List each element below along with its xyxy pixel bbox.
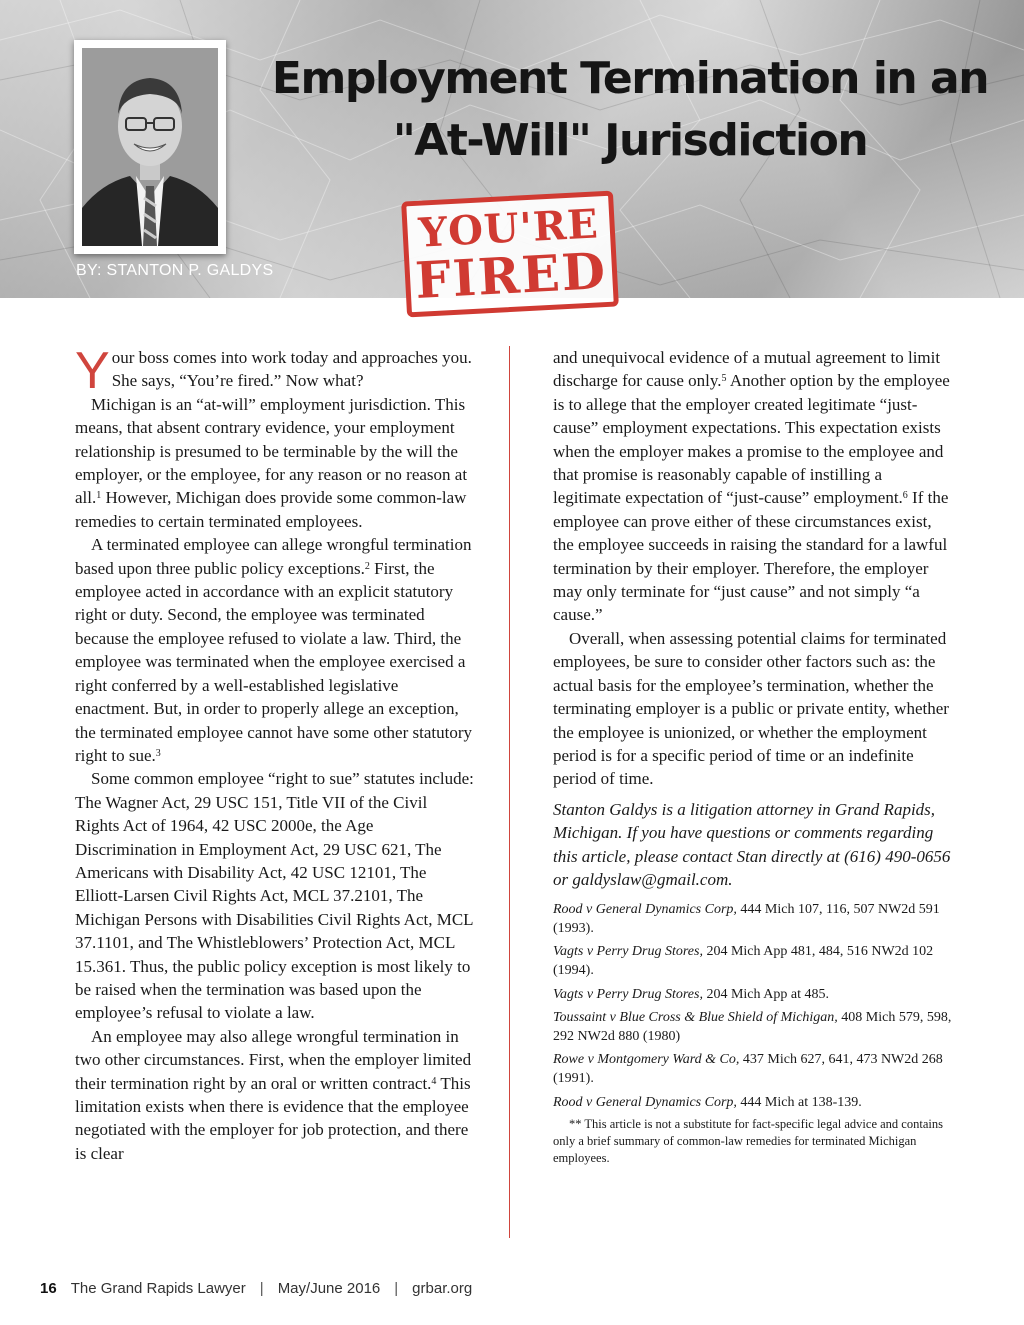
footnote-ref: 6	[902, 490, 908, 502]
paragraph-text: Michigan is an “at-will” employment jurisdiction. This means, that absent contrary evidence, your employment relationship is presumed to be terminable by the will the employer, or the employee, for any reason or no reason at all.	[75, 394, 468, 508]
case-citation: 204 Mich App 481, 484, 516 NW2d 102 (1994).	[553, 944, 934, 979]
footer-separator: |	[394, 1280, 399, 1297]
footnote-ref: 2	[364, 560, 370, 572]
author-photo-frame	[74, 40, 226, 254]
paragraph-text: This limitation exists when there is evidence that the employee negotiated with the employer for job protection, and there is clear	[75, 1073, 471, 1163]
paragraph-text: First, the employee acted in accordance with an explicit statutory right or duty. Second, the employee was terminated because the employee refused to violate a law. Third, the employee was terminated when the employee exercised a right conferred by a well-established legislative enactment. But, in order to properly allege an exception, the terminated employee cannot have some other statutory right to sue.	[75, 558, 473, 765]
paragraph	[553, 346, 953, 627]
footer-separator: |	[259, 1280, 264, 1297]
paragraph-text: Another option by the employee is to allege that the employer created legitimate “just-cause” employment expectations. This expectation exists when the employer makes a promise to the employee and that promise is reasonably capable of instilling a legitimate expectation of “just-cause” employment.	[553, 371, 950, 508]
case-citation: 437 Mich 627, 641, 473 NW2d 268 (1991).	[553, 1052, 943, 1087]
publication-name: The Grand Rapids Lawyer	[70, 1280, 246, 1297]
case-citation: 444 Mich 107, 116, 507 NW2d 591 (1993).	[553, 901, 940, 936]
endnote	[553, 985, 953, 1004]
author-bio: Stanton Galdys is a litigation attorney in Grand Rapids, Michigan. If you have questions or comments regarding this article, please contact Stan directly at (616) 490-0656 or galdyslaw@gmail.com.	[553, 799, 951, 890]
endnote	[553, 1008, 953, 1046]
paragraph-text: If the employee can prove either of these circumstances exist, the employee succeeds in raising the standard for a lawful termination by their employer. Therefore, the employer may only terminate for “just cause” and not simply “a cause.”	[553, 488, 949, 625]
paragraph	[75, 393, 475, 533]
paragraph: Some common employee “right to sue” statutes include: The Wagner Act, 29 USC 151, Title VII of the Civil Rights Act of 1964, 42 USC 2000e, the Age Discrimination in Employment Act, 29 USC 621, The Americans with Disability Act, 42 USC 12101, The Elliott-Larsen Civil Rights Act, MCL 37.2101, The Michigan Persons with Disabilities Civil Rights Act, MCL 37.1101, and The Whistleblowers’ Protection Act, MCL 15.361. Thus, the public policy exception is most likely to be raised when the termination was based upon the employee’s refusal to violate a law.	[75, 769, 474, 1023]
endnote	[553, 1050, 953, 1088]
footnote-ref: 1	[96, 490, 102, 502]
endnote	[553, 900, 953, 938]
drop-cap: Y	[75, 342, 110, 400]
column-divider	[509, 346, 510, 1238]
website-link[interactable]: grbar.org	[412, 1280, 473, 1297]
paragraph	[75, 1025, 475, 1165]
footnote-ref: 4	[431, 1075, 437, 1087]
footnote-ref: 3	[155, 747, 161, 759]
case-citation: 204 Mich App at 485.	[702, 986, 829, 1002]
author-byline: BY: STANTON P. GALDYS	[76, 262, 274, 279]
stamp-line-2: FIRED	[413, 240, 609, 310]
case-name: Rood v General Dynamics Corp,	[553, 1094, 737, 1110]
endnotes-list	[553, 900, 953, 1112]
paragraph-text: An employee may also allege wrongful termination in two other circumstances. First, when the employer limited their termination right by an oral or written contract.	[75, 1026, 472, 1093]
page-footer	[40, 1280, 472, 1297]
paragraph: Overall, when assessing potential claims for terminated employees, be sure to consider other factors such as: the actual basis for the employee’s termination, whether the terminating employer is a public or private entity, whether the employee is unionized, or whether the employment period is for a specific period of time or an indefinite period of time.	[553, 628, 949, 789]
case-name: Rowe v Montgomery Ward & Co,	[553, 1052, 740, 1068]
endnote	[553, 942, 953, 980]
title-line-1: Employment Termination in an	[271, 53, 989, 104]
case-citation: 444 Mich at 138-139.	[736, 1094, 862, 1110]
case-citation: 408 Mich 579, 598, 292 NW2d 880 (1980)	[553, 1009, 952, 1044]
youre-fired-stamp	[401, 191, 619, 318]
author-portrait-image	[82, 48, 218, 246]
endnote	[553, 1093, 953, 1112]
legal-disclaimer: ** This article is not a substitute for fact-specific legal advice and contains only a brief summary of common-law remedies for terminated Michigan employees.	[553, 1117, 943, 1166]
footnote-ref: 5	[721, 373, 727, 385]
article-left-column	[75, 342, 475, 1165]
case-name: Rood v General Dynamics Corp,	[553, 901, 737, 917]
paragraph-text: A terminated employee can allege wrongful termination based upon three public policy exceptions.	[75, 535, 472, 578]
case-name: Vagts v Perry Drug Stores,	[553, 944, 703, 960]
article-right-column	[553, 346, 953, 1167]
paragraph-text: and unequivocal evidence of a mutual agreement to limit discharge for cause only.	[553, 348, 941, 391]
issue-date: May/June 2016	[277, 1280, 381, 1297]
paragraph	[75, 342, 475, 400]
paragraph	[75, 533, 475, 767]
paragraph-text: However, Michigan does provide some common-law remedies to certain terminated employees.	[75, 488, 467, 531]
author-photo	[82, 48, 218, 246]
paragraph-text: our boss comes into work today and approaches you. She says, “You’re fired.” Now what?	[111, 348, 472, 391]
stamp-line-1: YOU'RE	[417, 200, 600, 257]
page-number: 16	[40, 1280, 57, 1297]
case-name: Toussaint v Blue Cross & Blue Shield of Michigan,	[553, 1009, 838, 1025]
case-name: Vagts v Perry Drug Stores,	[553, 986, 703, 1002]
title-line-2: "At-Will" Jurisdiction	[392, 115, 868, 166]
article-title	[250, 48, 1010, 172]
